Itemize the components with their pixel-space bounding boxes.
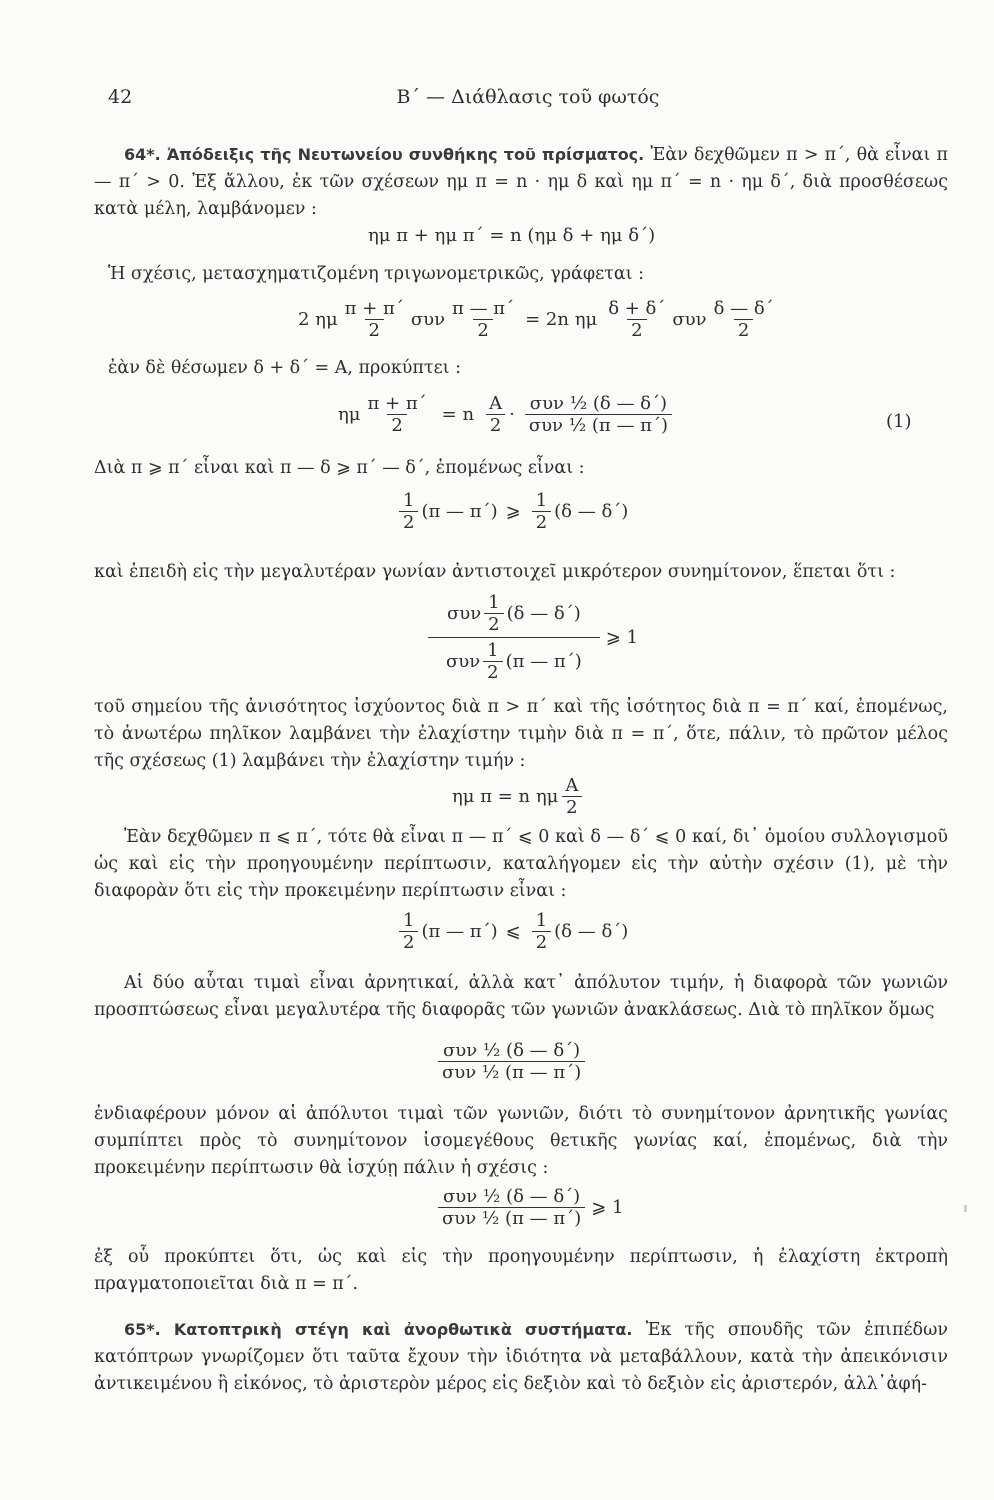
- text-result: ἐξ οὗ προκύπτει ὅτι, ὡς καὶ εἰς τὴν προηγουμένην περίπτωσιν, ἡ ἐλαχίστη ἐκτροπὴ πραγματοποιεῖται διὰ π = π΄.: [94, 1247, 948, 1294]
- running-title: Β΄ — Διάθλασις τοῦ φωτός: [396, 86, 660, 108]
- text-larger-angle: καὶ ἐπειδὴ εἰς τὴν μεγαλυτέραν γωνίαν ἀντιστοιχεῖ μικρότερον συνημίτονον, ἕπεται ὅτι :: [94, 562, 896, 582]
- eq2-frac3: $\frac{\delta + \delta΄}{2}$: [608, 298, 666, 341]
- eq3-dot: ·: [509, 404, 515, 425]
- page-number: 42: [108, 86, 133, 108]
- equation-sum-sines: ημ π + ημ π΄ = n (ημ δ + ημ δ΄): [368, 225, 656, 246]
- equation-tag-1: (1): [886, 411, 912, 432]
- section-65-heading: 65*. Κατοπτρικὴ στέγη καὶ ἀνορθωτικὰ συστήματα.: [124, 1320, 633, 1339]
- eq3-frac-A: $\frac{A}{2}$: [485, 393, 506, 436]
- eq3-frac1: $\frac{\pi + \pi΄}{2}$: [367, 393, 427, 436]
- equation-transformed: [298, 298, 781, 341]
- eq2-cos1: συν: [410, 309, 446, 330]
- eq3-frac-cos: $\frac{\text{συν ½ (δ — δ΄)}}{\text{συν ½ (π — π΄)}}$: [525, 393, 672, 436]
- scan-speck: [964, 1205, 967, 1212]
- eq2-cos2: συν: [672, 309, 707, 330]
- eq2-frac2: $\frac{\pi — \pi΄}{2}$: [452, 298, 515, 341]
- paragraph-64-intro: [94, 141, 948, 223]
- equation-inequality-halves: $\frac{1}{2}$ (π — π΄) ⩾ $\frac{1}{2}$ (δ — δ΄): [396, 490, 628, 533]
- text-set-A: ἐὰν δὲ θέσωμεν δ + δ΄ = A, προκύπτει :: [108, 358, 461, 378]
- text-accept: Ἐὰν δεχθῶμεν π ⩽ π΄, τότε θὰ εἶναι π — π΄ ⩽ 0 καὶ δ — δ΄ ⩽ 0 καί, δι᾿ ὁμοίου συλλογισμοῦ ὡς καὶ εἰς τὴν προηγουμένην περίπτωσιν, καταλήγομεν εἰς τὴν αὐτὴν σχέσιν (1), μὲ τὴν διαφορὰν ὅτι εἰς τὴν προκειμένην περίπτωσιν εἶναι :: [94, 827, 948, 901]
- equation-inequality-reverse: $\frac{1}{2}$ (π — π΄) ⩽ $\frac{1}{2}$ (δ — δ΄): [396, 910, 628, 953]
- eq3-lhs: ημ: [338, 404, 361, 425]
- text-transform: Ἡ σχέσις, μετασχηματιζομένη τριγωνομετρικῶς, γράφεται :: [108, 264, 644, 284]
- equation-quotient: $\frac{\text{συν ½ (δ — δ΄)}}{\text{συν ½ (π — π΄)}}$: [438, 1040, 585, 1083]
- equation-quotient-ge1: $\frac{\text{συν ½ (δ — δ΄)}}{\text{συν ½ (π — π΄)}}$ ⩾ 1: [438, 1186, 623, 1229]
- equation-cos-ratio: συν $\frac{1}{2}$ (δ — δ΄) συν $\frac{1}{2}$ (π — π΄) ⩾ 1: [428, 592, 638, 683]
- equation-minimum: ημ π = n ημ $\frac{A}{2}$: [452, 775, 585, 818]
- text-interest: ἐνδιαφέρουν μόνον αἱ ἀπόλυτοι τιμαὶ τῶν γωνιῶν, διότι τὸ συνημίτονον ἀρνητικῆς γωνίας συμπίπτει πρὸς τὸ συνημίτονον ἰσομεγέθους θετικῆς γωνίας καί, ἐπομένως, διὰ τὴν προκειμένην περίπτωσιν θὰ ἰσχύῃ πάλιν ἡ σχέσις :: [94, 1104, 948, 1178]
- text-since: Διὰ π ⩾ π΄ εἶναι καὶ π — δ ⩾ π΄ — δ΄, ἐπομένως εἶναι :: [94, 458, 585, 478]
- equation-1: [338, 393, 675, 436]
- paragraph-65: [94, 1316, 948, 1398]
- page-header: [108, 86, 948, 116]
- section-65-text: Ἐκ τῆς σπουδῆς τῶν ἐπιπέδων κατόπτρων γνωρίζομεν ὅτι ταῦτα ἔχουν τὴν ἰδιότητα νὰ μεταβάλλουν, κατὰ τὴν ἀπεικόνισιν ἀντικειμένου ἢ εἰκόνος, τὸ ἀριστερὸν μέρος εἰς δεξιὸν καὶ τὸ δεξιὸν εἰς ἀριστερόν, ἀλλ᾿ἀφή-: [94, 1320, 948, 1394]
- text-negative: Αἱ δύο αὗται τιμαὶ εἶναι ἀρνητικαί, ἀλλὰ κατ᾿ ἀπόλυτον τιμήν, ἡ διαφορὰ τῶν γωνιῶν προσπτώσεως εἶναι μεγαλυτέρα τῆς διαφορᾶς τῶν γωνιῶν ἀνακλάσεως. Διὰ τὸ πηλῖκον ὅμως: [94, 973, 948, 1020]
- section-64-heading: 64*. Ἀπόδειξις τῆς Νευτωνείου συνθήκης τοῦ πρίσματος.: [124, 145, 645, 164]
- text-sign: τοῦ σημείου τῆς ἀνισότητος ἰσχύοντος διὰ π > π΄ καὶ τῆς ἰσότητος διὰ π = π΄ καί, ἐπομένως, τὸ ἀνωτέρω πηλῖκον λαμβάνει τὴν ἐλαχίστην τιμὴν διὰ π = π΄, ὅτε, πάλιν, τὸ πρῶτον μέλος τῆς σχέσεως (1) λαμβάνει τὴν ἐλαχίστην τιμήν :: [94, 697, 948, 771]
- eq2-lhs: 2 ημ: [298, 309, 338, 330]
- eq3-eq-n: = n: [441, 404, 475, 425]
- eq2-frac1: $\frac{\pi + \pi΄}{2}$: [344, 298, 404, 341]
- section-64-intro-text: Ἐὰν δεχθῶμεν π > π΄, θὰ εἶναι π — π΄ > 0. Ἐξ ἄλλου, ἐκ τῶν σχέσεων ημ π = n · ημ δ καὶ ημ π΄ = n · ημ δ΄, διὰ προσθέσεως κατὰ μέλη, λαμβάνομεν :: [94, 145, 948, 219]
- eq2-frac4: $\frac{\delta — \delta΄}{2}$: [713, 298, 774, 341]
- eq2-mid: = 2n ημ: [525, 309, 598, 330]
